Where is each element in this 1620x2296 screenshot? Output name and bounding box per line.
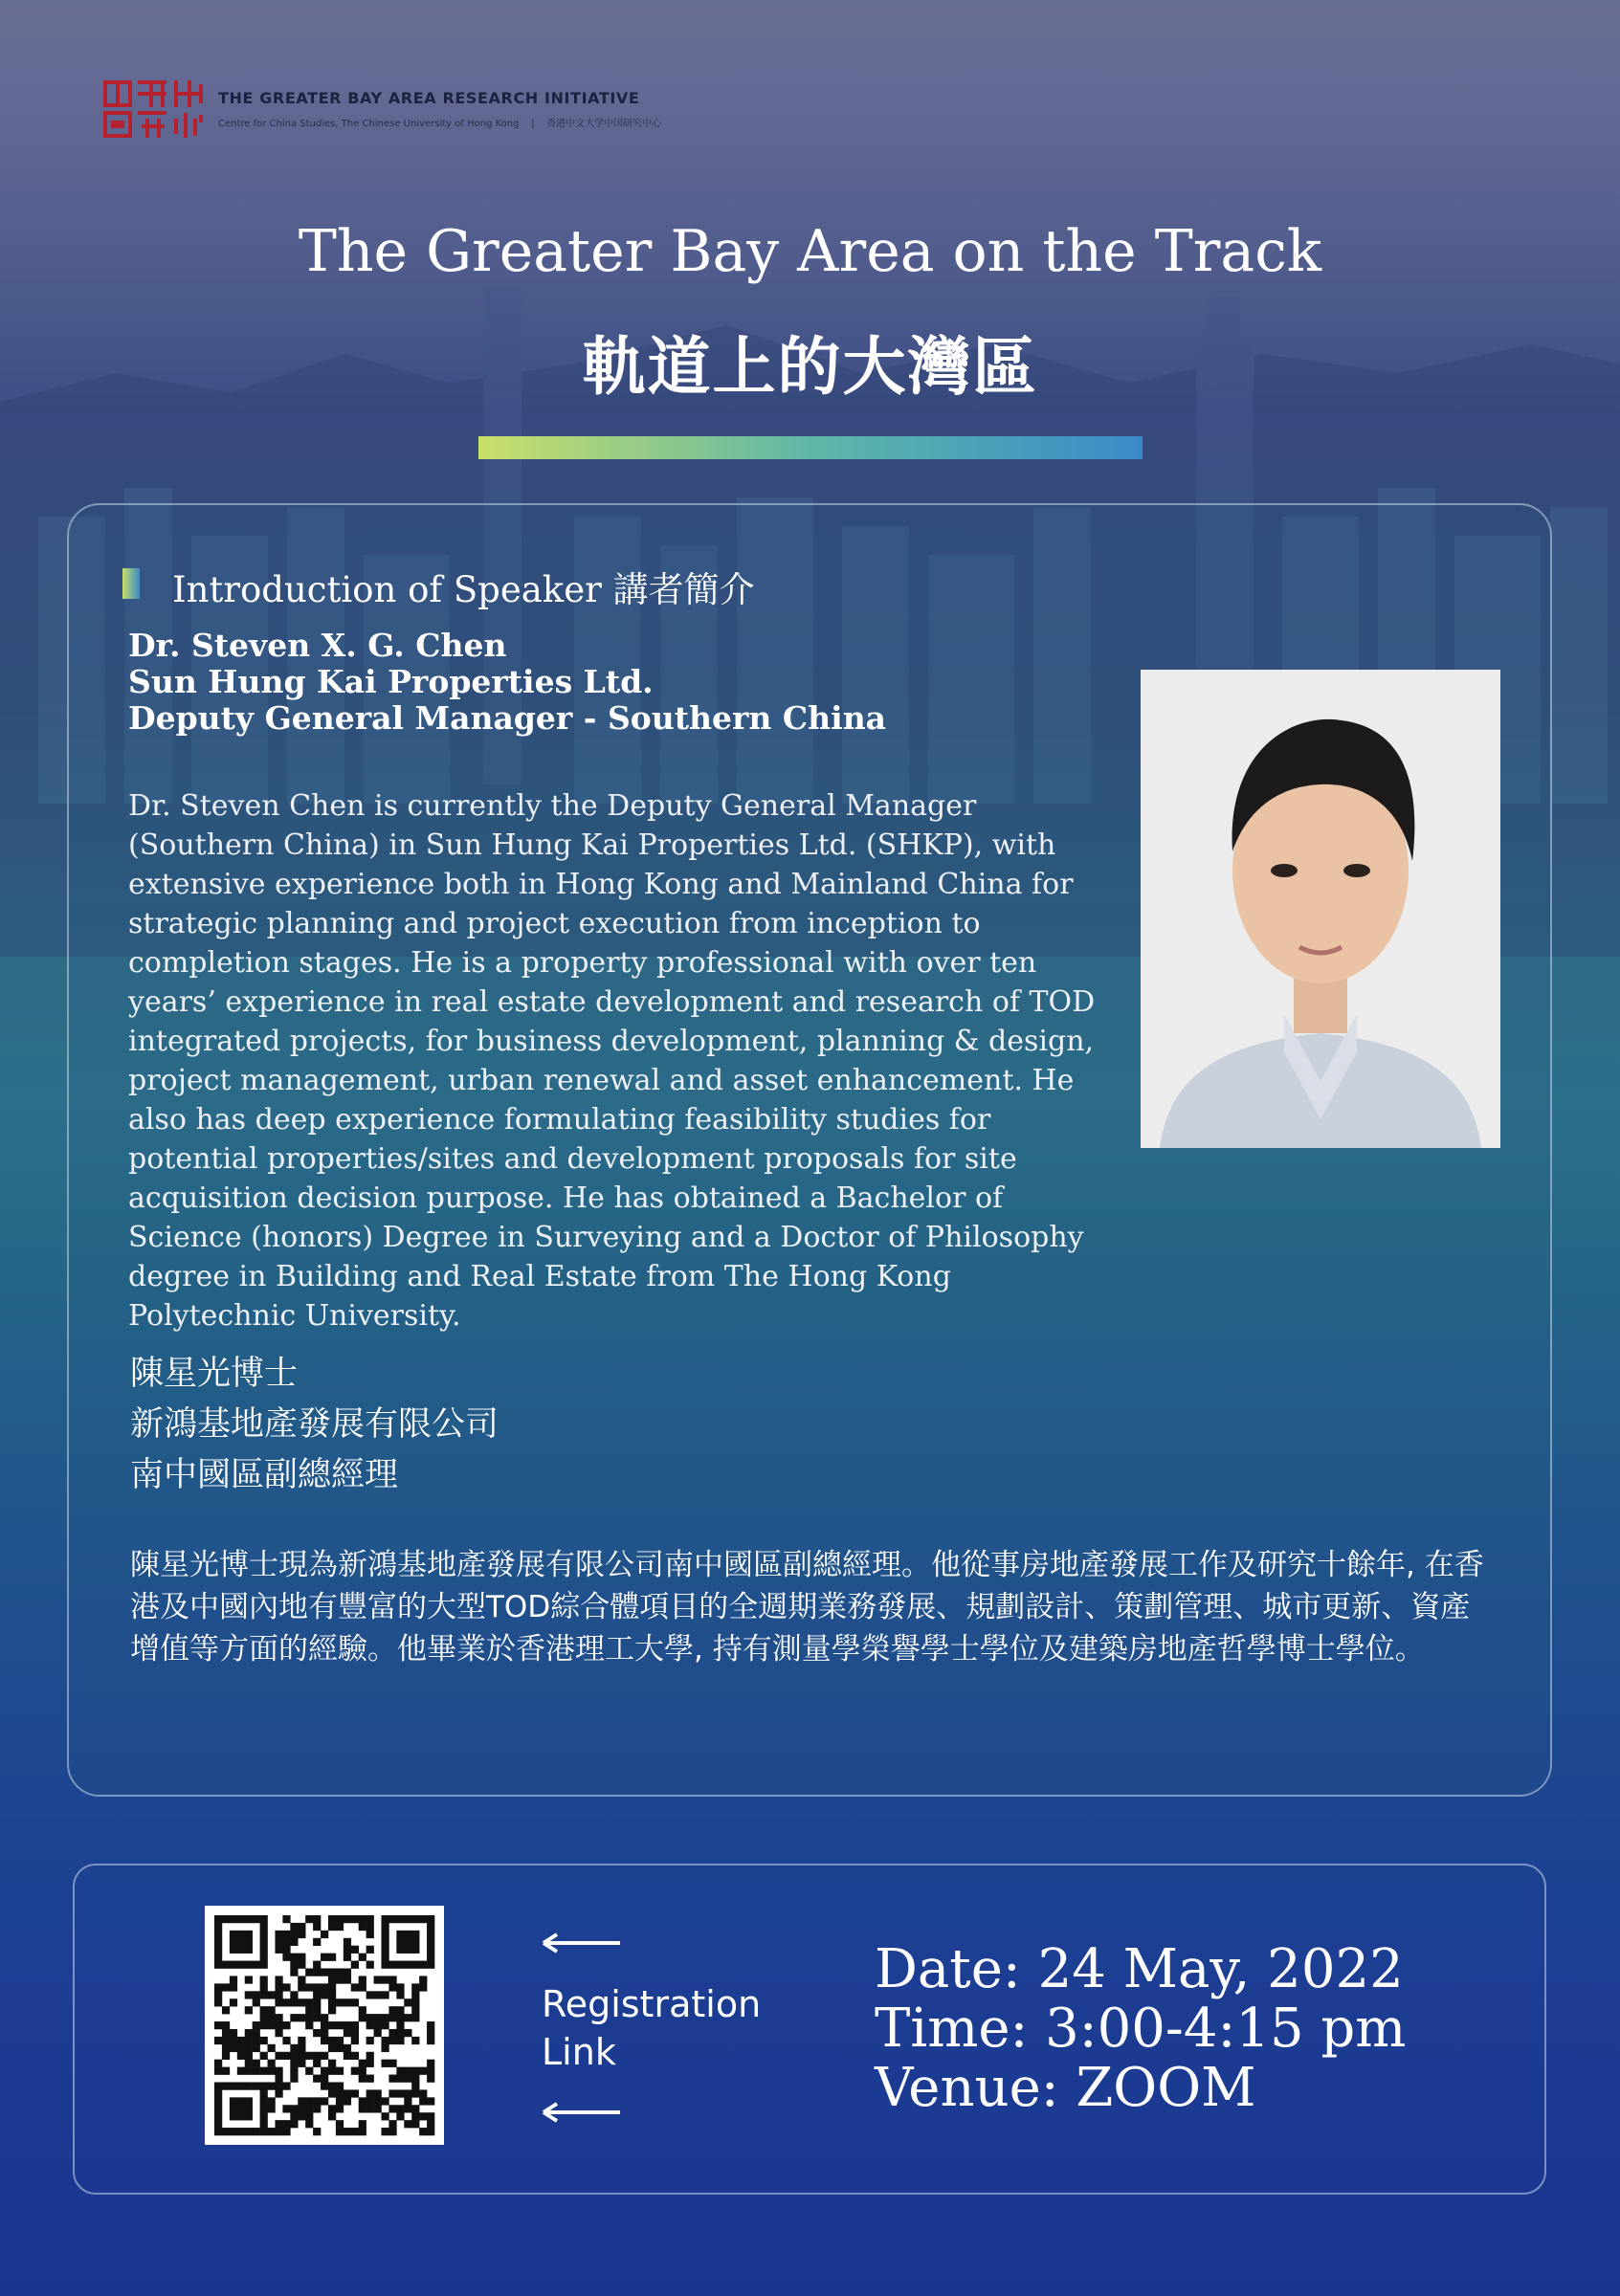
speaker-company-en: Sun Hung Kai Properties Ltd. xyxy=(128,663,654,700)
logo-subtitle xyxy=(218,115,661,129)
speaker-company-zh: 新鴻基地產發展有限公司 xyxy=(130,1405,499,1444)
event-time: Time: 3:00-4:15 pm xyxy=(875,1998,1407,2060)
logo-separator: | xyxy=(531,119,535,129)
logo-subtitle-en: Centre for China Studies, The Chinese University of Hong Kong xyxy=(218,119,520,129)
speaker-bio-english xyxy=(128,786,1104,1336)
speaker-name-zh: 陳星光博士 xyxy=(130,1355,299,1393)
logo-title: THE GREATER BAY AREA RESEARCH INITIATIVE xyxy=(218,89,640,107)
event-date: Date: 24 May, 2022 xyxy=(875,1938,1404,2000)
registration-qr-code[interactable] xyxy=(205,1906,444,2145)
event-venue: Venue: ZOOM xyxy=(875,2057,1256,2119)
intro-heading: Introduction of Speaker 講者簡介 xyxy=(172,569,755,610)
speaker-portrait-image xyxy=(1141,670,1500,1148)
bio-en-text: Dr. Steven Chen is currently the Deputy General Manager (Southern China) in Sun Hung Kai Properties Ltd. (SHKP), with extensive experience both in Hong Kong and Mainland China for strategic planning and project execution from inception to completion stages. He is a property professional with over ten years’ experience in real estate development and research of TOD integrated projects, for business development, planning & design, project management, urban renewal and asset enhancement. He also has deep experience formulating feasibility studies for potential properties/sites and development proposals for site acquisition decision purpose. He has obtained a Bachelor of Science (honors) Degree in Surveying and a Doctor of Philosophy degree in Building and Real Estate from The Hong Kong Polytechnic University. xyxy=(128,789,1096,1333)
title-accent-bar xyxy=(478,436,1143,459)
event-details xyxy=(875,1940,1406,2118)
registration-link-label[interactable] xyxy=(542,1980,761,2076)
speaker-bio-chinese: 陳星光博士現為新鴻基地產發展有限公司南中國區副總經理。他從事房地產發展工作及研究十餘年, 在香港及中國內地有豐富的大型TOD綜合體項目的全週期業務發展、規劃設計、策劃管理、城市更新、資產增值等方面的經驗。他畢業於香港理工大學, 持有測量學榮譽學士學位及建築房地產哲學博士學位。 xyxy=(130,1548,1484,1667)
event-title-english: The Greater Bay Area on the Track xyxy=(298,218,1322,285)
speaker-details-chinese xyxy=(130,1349,499,1501)
event-title-chinese: 軌道上的大灣區 xyxy=(582,330,1038,404)
registration-label-line1: Registration xyxy=(542,1983,762,2025)
registration-label-line2: Link xyxy=(542,2031,616,2073)
speaker-position-zh: 南中國區副總經理 xyxy=(130,1456,399,1494)
logo-subtitle-zh: 香港中文大学中国研究中心 xyxy=(546,119,662,129)
speaker-name-en: Dr. Steven X. G. Chen xyxy=(128,627,507,664)
arrow-left-icon xyxy=(542,1931,620,1955)
section-marker-icon xyxy=(122,568,140,599)
speaker-photo xyxy=(1141,670,1500,1148)
speaker-details-english xyxy=(128,628,886,737)
qr-code-icon xyxy=(205,1906,444,2145)
logo-mark-icon xyxy=(103,80,205,138)
speaker-position-en: Deputy General Manager - Southern China xyxy=(128,699,887,737)
organization-logo xyxy=(103,80,661,138)
arrow-left-icon xyxy=(542,2100,620,2125)
